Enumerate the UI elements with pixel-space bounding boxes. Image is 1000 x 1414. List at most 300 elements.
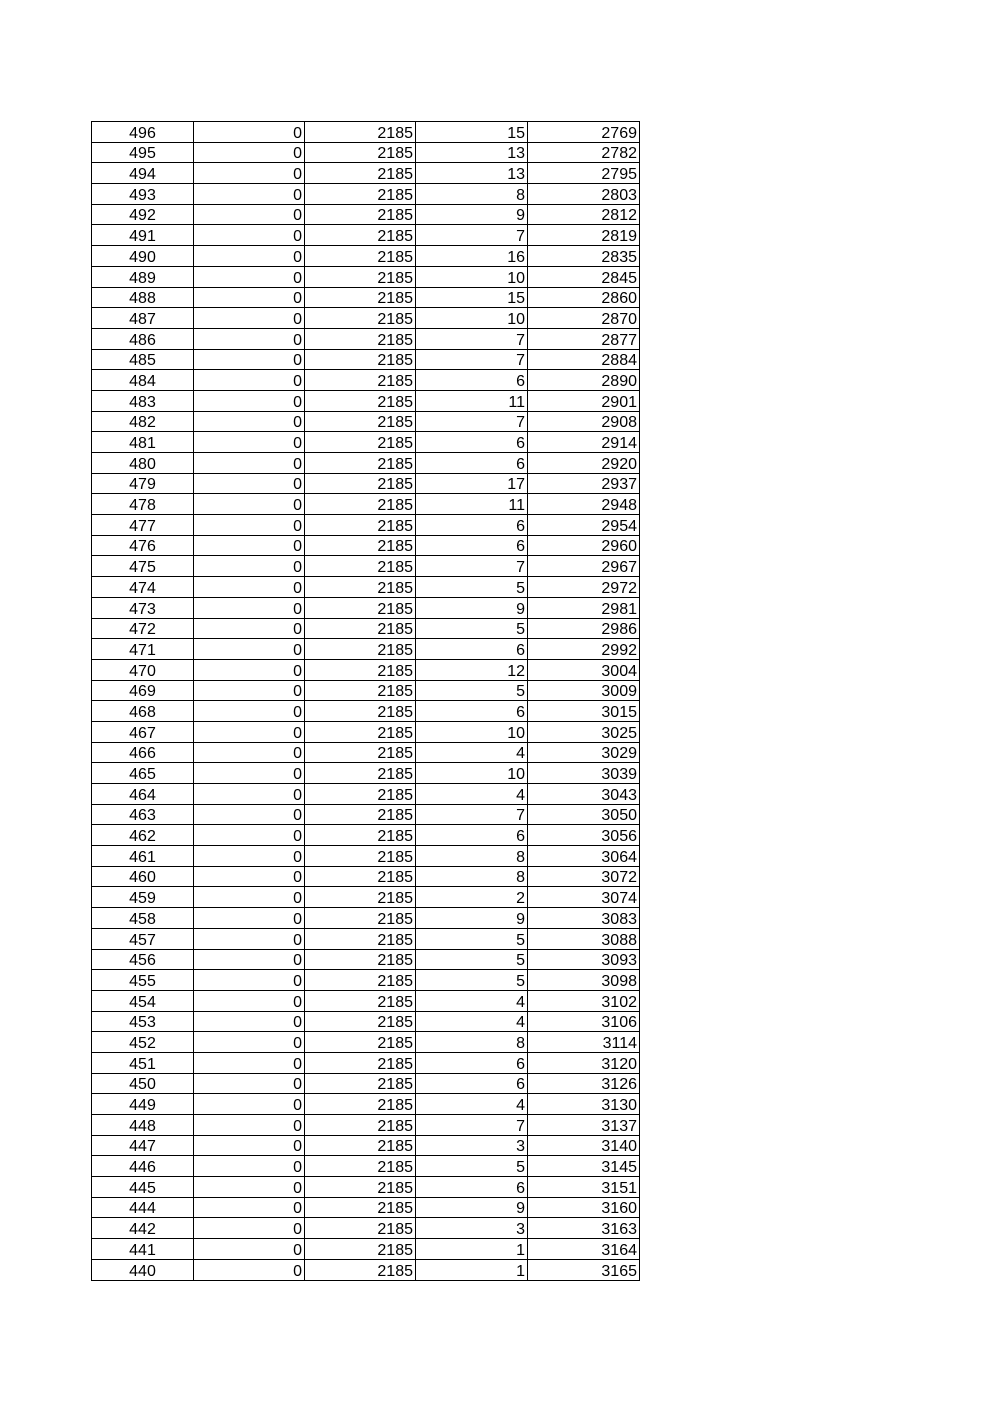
table-cell: 0 — [194, 639, 305, 660]
table-cell: 3160 — [528, 1197, 640, 1218]
table-cell: 7 — [416, 1115, 528, 1136]
table-cell: 0 — [194, 928, 305, 949]
table-cell: 457 — [92, 928, 194, 949]
table-cell: 467 — [92, 721, 194, 742]
table-cell: 3140 — [528, 1135, 640, 1156]
table-cell: 0 — [194, 370, 305, 391]
table-cell: 3 — [416, 1218, 528, 1239]
table-cell: 2185 — [305, 432, 416, 453]
table-cell: 3 — [416, 1135, 528, 1156]
table-cell: 2972 — [528, 577, 640, 598]
table-cell: 0 — [194, 411, 305, 432]
table-cell: 0 — [194, 432, 305, 453]
table-row — [92, 122, 640, 143]
table-cell: 2185 — [305, 721, 416, 742]
table-cell: 454 — [92, 990, 194, 1011]
table-cell: 0 — [194, 577, 305, 598]
table-cell: 492 — [92, 204, 194, 225]
table-cell: 2937 — [528, 473, 640, 494]
table-cell: 3039 — [528, 763, 640, 784]
table-row — [92, 1073, 640, 1094]
table-row — [92, 784, 640, 805]
table-cell: 440 — [92, 1259, 194, 1280]
table-cell: 441 — [92, 1239, 194, 1260]
table-cell: 0 — [194, 328, 305, 349]
table-row — [92, 742, 640, 763]
table-cell: 10 — [416, 763, 528, 784]
table-cell: 442 — [92, 1218, 194, 1239]
table-row — [92, 1052, 640, 1073]
table-cell: 2185 — [305, 142, 416, 163]
table-cell: 5 — [416, 928, 528, 949]
table-cell: 0 — [194, 390, 305, 411]
table-cell: 3106 — [528, 1011, 640, 1032]
table-cell: 3151 — [528, 1177, 640, 1198]
table-cell: 6 — [416, 825, 528, 846]
table-cell: 3165 — [528, 1259, 640, 1280]
table-cell: 13 — [416, 163, 528, 184]
table-cell: 495 — [92, 142, 194, 163]
table-cell: 456 — [92, 949, 194, 970]
table-cell: 0 — [194, 1259, 305, 1280]
table-cell: 2185 — [305, 928, 416, 949]
table-cell: 10 — [416, 266, 528, 287]
table-cell: 1 — [416, 1239, 528, 1260]
table-cell: 2185 — [305, 494, 416, 515]
table-cell: 8 — [416, 866, 528, 887]
table-cell: 482 — [92, 411, 194, 432]
table-row — [92, 763, 640, 784]
table-cell: 5 — [416, 577, 528, 598]
table-cell: 0 — [194, 1073, 305, 1094]
spreadsheet-page — [91, 121, 639, 1281]
table-cell: 2954 — [528, 515, 640, 536]
table-cell: 15 — [416, 287, 528, 308]
table-cell: 2845 — [528, 266, 640, 287]
table-cell: 3137 — [528, 1115, 640, 1136]
table-cell: 4 — [416, 990, 528, 1011]
table-cell: 2884 — [528, 349, 640, 370]
table-cell: 451 — [92, 1052, 194, 1073]
table-cell: 7 — [416, 225, 528, 246]
table-cell: 16 — [416, 246, 528, 267]
table-row — [92, 949, 640, 970]
table-row — [92, 142, 640, 163]
table-cell: 0 — [194, 473, 305, 494]
table-cell: 2803 — [528, 184, 640, 205]
table-row — [92, 390, 640, 411]
table-cell: 0 — [194, 163, 305, 184]
table-cell: 0 — [194, 1052, 305, 1073]
table-cell: 2185 — [305, 597, 416, 618]
table-cell: 2914 — [528, 432, 640, 453]
table-row — [92, 163, 640, 184]
table-cell: 2782 — [528, 142, 640, 163]
table-cell: 2185 — [305, 1094, 416, 1115]
table-cell: 9 — [416, 908, 528, 929]
table-cell: 2185 — [305, 1218, 416, 1239]
table-row — [92, 1115, 640, 1136]
table-cell: 2185 — [305, 804, 416, 825]
table-cell: 464 — [92, 784, 194, 805]
table-cell: 452 — [92, 1032, 194, 1053]
table-cell: 6 — [416, 1052, 528, 1073]
table-cell: 6 — [416, 1073, 528, 1094]
table-cell: 0 — [194, 618, 305, 639]
table-cell: 9 — [416, 1197, 528, 1218]
table-cell: 6 — [416, 535, 528, 556]
table-cell: 13 — [416, 142, 528, 163]
table-cell: 2185 — [305, 784, 416, 805]
table-cell: 461 — [92, 846, 194, 867]
table-cell: 3050 — [528, 804, 640, 825]
table-cell: 2185 — [305, 639, 416, 660]
table-cell: 3074 — [528, 887, 640, 908]
table-row — [92, 432, 640, 453]
table-cell: 2908 — [528, 411, 640, 432]
table-cell: 3130 — [528, 1094, 640, 1115]
table-cell: 6 — [416, 515, 528, 536]
table-cell: 3098 — [528, 970, 640, 991]
table-cell: 479 — [92, 473, 194, 494]
table-row — [92, 287, 640, 308]
table-cell: 2185 — [305, 390, 416, 411]
table-row — [92, 225, 640, 246]
table-cell: 0 — [194, 597, 305, 618]
table-cell: 2185 — [305, 742, 416, 763]
table-cell: 3056 — [528, 825, 640, 846]
table-cell: 477 — [92, 515, 194, 536]
table-cell: 2185 — [305, 411, 416, 432]
table-cell: 2185 — [305, 846, 416, 867]
table-cell: 3093 — [528, 949, 640, 970]
table-cell: 485 — [92, 349, 194, 370]
table-cell: 10 — [416, 721, 528, 742]
table-cell: 0 — [194, 122, 305, 143]
table-cell: 470 — [92, 659, 194, 680]
table-cell: 3126 — [528, 1073, 640, 1094]
table-cell: 4 — [416, 784, 528, 805]
table-cell: 2185 — [305, 328, 416, 349]
table-cell: 3083 — [528, 908, 640, 929]
table-cell: 2185 — [305, 970, 416, 991]
table-cell: 2185 — [305, 659, 416, 680]
table-cell: 0 — [194, 1156, 305, 1177]
table-cell: 2185 — [305, 308, 416, 329]
table-cell: 489 — [92, 266, 194, 287]
table-cell: 2992 — [528, 639, 640, 660]
table-cell: 449 — [92, 1094, 194, 1115]
table-cell: 2860 — [528, 287, 640, 308]
table-cell: 5 — [416, 1156, 528, 1177]
table-cell: 3009 — [528, 680, 640, 701]
table-cell: 7 — [416, 556, 528, 577]
table-cell: 0 — [194, 970, 305, 991]
table-cell: 0 — [194, 659, 305, 680]
table-cell: 2812 — [528, 204, 640, 225]
table-cell: 2185 — [305, 556, 416, 577]
table-cell: 0 — [194, 142, 305, 163]
table-cell: 3004 — [528, 659, 640, 680]
table-cell: 2185 — [305, 887, 416, 908]
table-row — [92, 1156, 640, 1177]
table-row — [92, 453, 640, 474]
table-cell: 6 — [416, 701, 528, 722]
table-cell: 445 — [92, 1177, 194, 1198]
table-cell: 2986 — [528, 618, 640, 639]
table-cell: 0 — [194, 701, 305, 722]
table-cell: 2185 — [305, 1259, 416, 1280]
table-cell: 3043 — [528, 784, 640, 805]
table-cell: 17 — [416, 473, 528, 494]
table-cell: 444 — [92, 1197, 194, 1218]
table-cell: 2890 — [528, 370, 640, 391]
table-row — [92, 639, 640, 660]
table-cell: 2795 — [528, 163, 640, 184]
table-cell: 3114 — [528, 1032, 640, 1053]
table-row — [92, 825, 640, 846]
table-cell: 0 — [194, 1239, 305, 1260]
table-row — [92, 266, 640, 287]
table-cell: 2185 — [305, 949, 416, 970]
table-cell: 4 — [416, 1011, 528, 1032]
table-cell: 480 — [92, 453, 194, 474]
table-cell: 4 — [416, 742, 528, 763]
table-cell: 2185 — [305, 1011, 416, 1032]
table-cell: 5 — [416, 970, 528, 991]
table-cell: 7 — [416, 411, 528, 432]
table-row — [92, 535, 640, 556]
table-row — [92, 308, 640, 329]
table-body — [92, 122, 640, 1281]
table-cell: 446 — [92, 1156, 194, 1177]
table-cell: 0 — [194, 804, 305, 825]
table-cell: 471 — [92, 639, 194, 660]
table-cell: 5 — [416, 680, 528, 701]
table-cell: 2870 — [528, 308, 640, 329]
table-cell: 2981 — [528, 597, 640, 618]
table-cell: 2769 — [528, 122, 640, 143]
table-row — [92, 556, 640, 577]
table-cell: 2819 — [528, 225, 640, 246]
table-cell: 0 — [194, 246, 305, 267]
table-cell: 484 — [92, 370, 194, 391]
table-cell: 487 — [92, 308, 194, 329]
table-row — [92, 515, 640, 536]
table-cell: 9 — [416, 597, 528, 618]
table-cell: 2877 — [528, 328, 640, 349]
table-cell: 2185 — [305, 204, 416, 225]
table-cell: 481 — [92, 432, 194, 453]
table-cell: 6 — [416, 1177, 528, 1198]
table-row — [92, 1177, 640, 1198]
table-cell: 465 — [92, 763, 194, 784]
table-cell: 0 — [194, 308, 305, 329]
table-cell: 0 — [194, 866, 305, 887]
table-cell: 2185 — [305, 680, 416, 701]
table-cell: 0 — [194, 784, 305, 805]
table-cell: 2185 — [305, 453, 416, 474]
table-cell: 0 — [194, 763, 305, 784]
table-cell: 0 — [194, 184, 305, 205]
table-cell: 2 — [416, 887, 528, 908]
table-row — [92, 1135, 640, 1156]
table-cell: 2967 — [528, 556, 640, 577]
table-cell: 2185 — [305, 1156, 416, 1177]
table-cell: 0 — [194, 349, 305, 370]
table-row — [92, 1259, 640, 1280]
table-cell: 0 — [194, 453, 305, 474]
table-cell: 0 — [194, 825, 305, 846]
table-row — [92, 1032, 640, 1053]
table-cell: 0 — [194, 1218, 305, 1239]
table-cell: 0 — [194, 742, 305, 763]
table-cell: 2185 — [305, 1177, 416, 1198]
table-cell: 7 — [416, 349, 528, 370]
table-cell: 9 — [416, 204, 528, 225]
table-row — [92, 184, 640, 205]
table-cell: 12 — [416, 659, 528, 680]
table-cell: 0 — [194, 721, 305, 742]
table-cell: 2185 — [305, 825, 416, 846]
table-cell: 2901 — [528, 390, 640, 411]
table-cell: 3088 — [528, 928, 640, 949]
table-cell: 2185 — [305, 1032, 416, 1053]
table-cell: 2185 — [305, 515, 416, 536]
table-cell: 8 — [416, 184, 528, 205]
table-cell: 3120 — [528, 1052, 640, 1073]
table-cell: 0 — [194, 1011, 305, 1032]
table-row — [92, 887, 640, 908]
table-cell: 0 — [194, 1197, 305, 1218]
table-cell: 15 — [416, 122, 528, 143]
table-cell: 2185 — [305, 763, 416, 784]
table-cell: 0 — [194, 556, 305, 577]
table-row — [92, 473, 640, 494]
table-cell: 2185 — [305, 287, 416, 308]
table-cell: 472 — [92, 618, 194, 639]
table-cell: 0 — [194, 846, 305, 867]
table-cell: 2185 — [305, 701, 416, 722]
table-cell: 459 — [92, 887, 194, 908]
table-cell: 455 — [92, 970, 194, 991]
table-row — [92, 246, 640, 267]
table-cell: 450 — [92, 1073, 194, 1094]
table-cell: 0 — [194, 494, 305, 515]
table-row — [92, 1094, 640, 1115]
table-cell: 0 — [194, 266, 305, 287]
table-cell: 2185 — [305, 1073, 416, 1094]
table-row — [92, 970, 640, 991]
table-row — [92, 349, 640, 370]
table-cell: 6 — [416, 370, 528, 391]
table-cell: 3145 — [528, 1156, 640, 1177]
table-cell: 490 — [92, 246, 194, 267]
table-cell: 7 — [416, 804, 528, 825]
table-cell: 491 — [92, 225, 194, 246]
table-cell: 453 — [92, 1011, 194, 1032]
table-cell: 2185 — [305, 349, 416, 370]
table-cell: 1 — [416, 1259, 528, 1280]
table-row — [92, 990, 640, 1011]
table-cell: 0 — [194, 908, 305, 929]
table-cell: 0 — [194, 680, 305, 701]
table-cell: 0 — [194, 1032, 305, 1053]
table-cell: 0 — [194, 535, 305, 556]
table-cell: 5 — [416, 618, 528, 639]
table-cell: 0 — [194, 990, 305, 1011]
table-cell: 0 — [194, 225, 305, 246]
table-row — [92, 411, 640, 432]
table-cell: 2185 — [305, 246, 416, 267]
table-cell: 2920 — [528, 453, 640, 474]
table-cell: 2185 — [305, 473, 416, 494]
table-cell: 2948 — [528, 494, 640, 515]
table-cell: 486 — [92, 328, 194, 349]
table-cell: 7 — [416, 328, 528, 349]
table-row — [92, 1197, 640, 1218]
table-cell: 2185 — [305, 866, 416, 887]
table-cell: 3102 — [528, 990, 640, 1011]
table-cell: 6 — [416, 639, 528, 660]
table-cell: 2185 — [305, 618, 416, 639]
table-cell: 2185 — [305, 266, 416, 287]
table-cell: 11 — [416, 494, 528, 515]
table-cell: 466 — [92, 742, 194, 763]
table-cell: 496 — [92, 122, 194, 143]
table-cell: 458 — [92, 908, 194, 929]
table-cell: 10 — [416, 308, 528, 329]
table-cell: 2185 — [305, 990, 416, 1011]
table-cell: 0 — [194, 1135, 305, 1156]
table-row — [92, 1218, 640, 1239]
table-cell: 3015 — [528, 701, 640, 722]
table-cell: 0 — [194, 515, 305, 536]
table-cell: 2185 — [305, 908, 416, 929]
table-cell: 6 — [416, 432, 528, 453]
table-cell: 460 — [92, 866, 194, 887]
table-cell: 494 — [92, 163, 194, 184]
table-cell: 2185 — [305, 1135, 416, 1156]
table-cell: 3064 — [528, 846, 640, 867]
table-cell: 2185 — [305, 577, 416, 598]
table-row — [92, 701, 640, 722]
table-row — [92, 204, 640, 225]
table-cell: 0 — [194, 1177, 305, 1198]
table-cell: 3164 — [528, 1239, 640, 1260]
table-cell: 3029 — [528, 742, 640, 763]
table-row — [92, 618, 640, 639]
table-cell: 473 — [92, 597, 194, 618]
table-cell: 0 — [194, 887, 305, 908]
table-cell: 2185 — [305, 535, 416, 556]
table-cell: 0 — [194, 949, 305, 970]
table-cell: 448 — [92, 1115, 194, 1136]
table-cell: 2185 — [305, 1052, 416, 1073]
table-row — [92, 328, 640, 349]
table-cell: 8 — [416, 1032, 528, 1053]
table-cell: 2835 — [528, 246, 640, 267]
table-row — [92, 928, 640, 949]
table-row — [92, 908, 640, 929]
table-cell: 2185 — [305, 1115, 416, 1136]
table-cell: 3025 — [528, 721, 640, 742]
table-row — [92, 1011, 640, 1032]
table-cell: 2185 — [305, 370, 416, 391]
table-row — [92, 804, 640, 825]
table-row — [92, 866, 640, 887]
table-cell: 2185 — [305, 122, 416, 143]
